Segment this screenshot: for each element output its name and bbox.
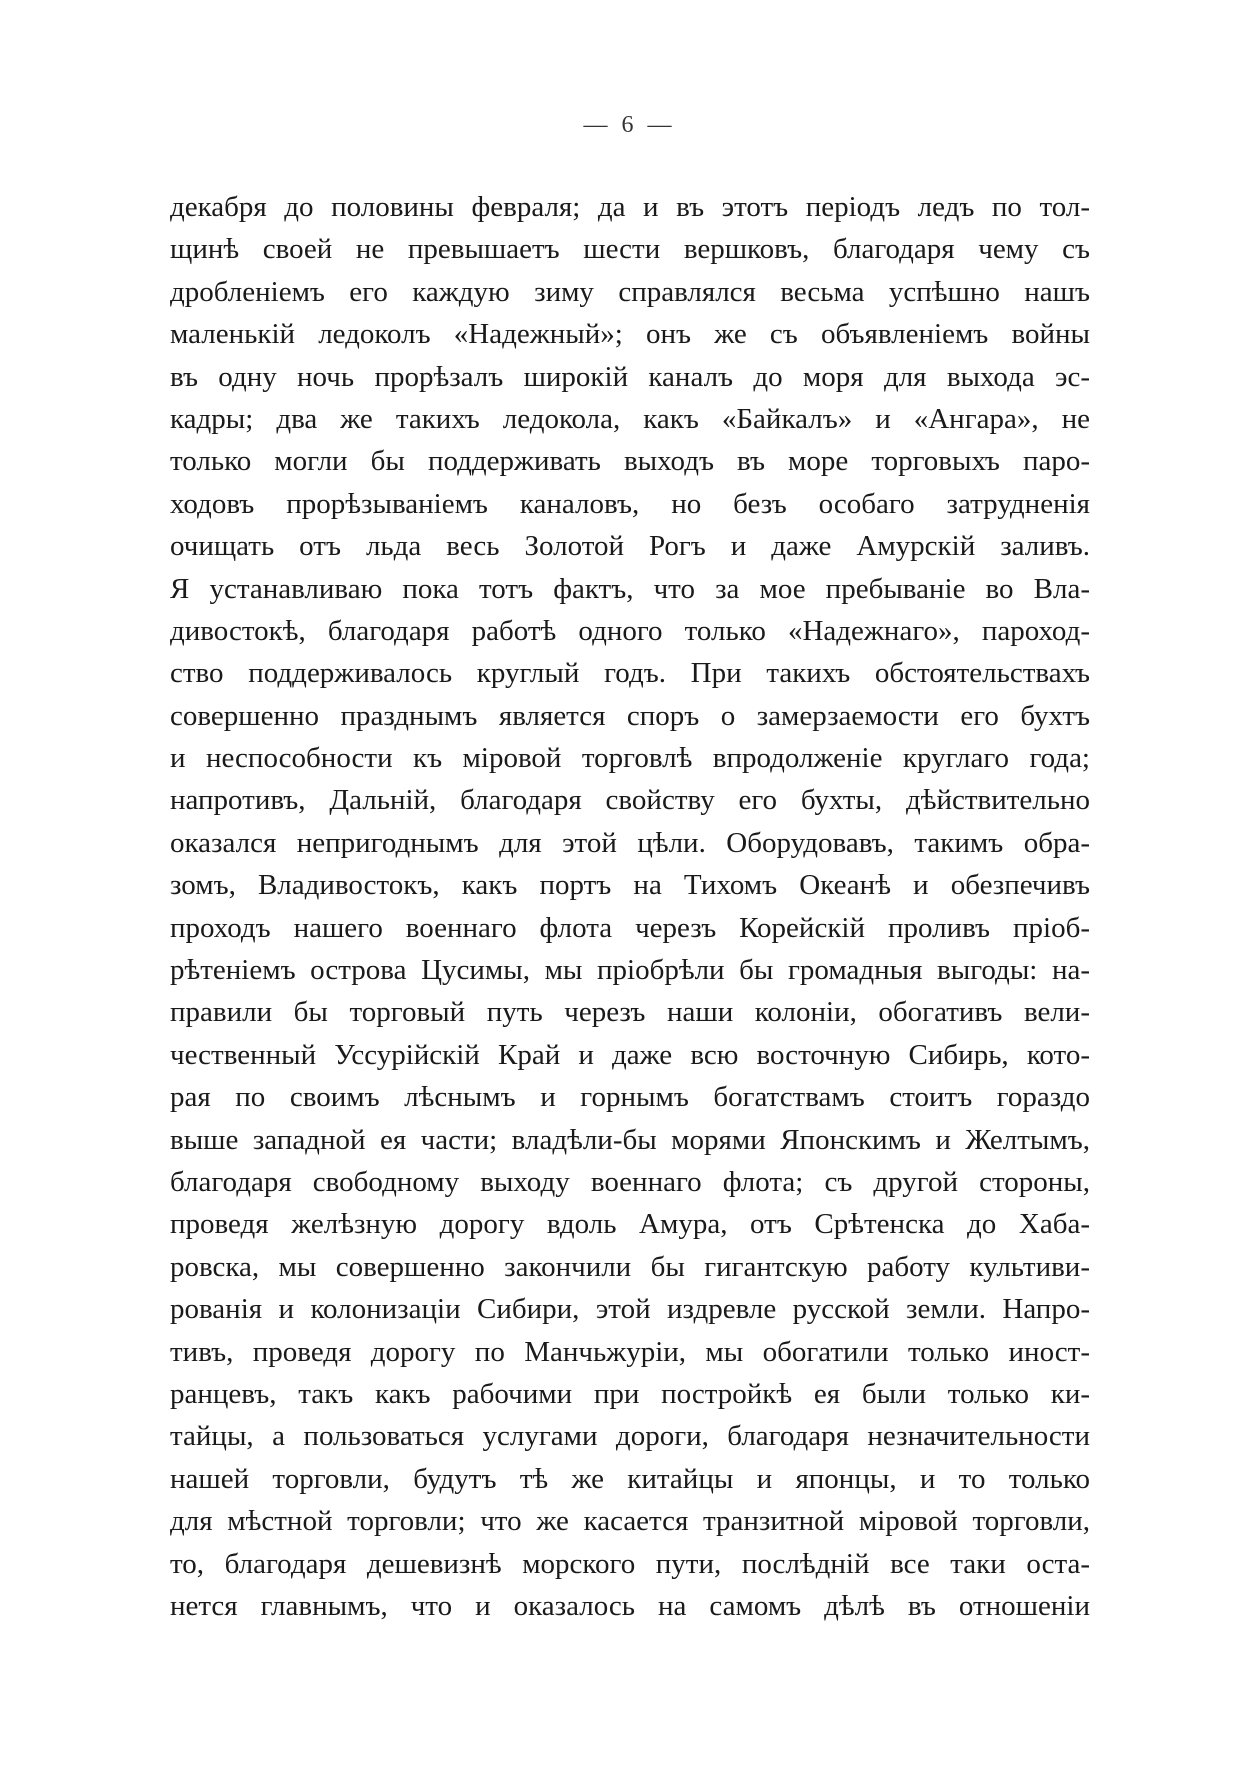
text-line: ство поддерживалось круглый годъ. При такихъ обстоятельствахъ [170,657,1090,690]
text-line: оказался непригоднымъ для этой цѣли. Оборудовавъ, такимъ обра- [170,826,1090,859]
text-line: проходъ нашего военнаго флота черезъ Корейскій проливъ пріоб- [170,911,1090,944]
text-line: благодаря свободному выходу военнаго флота; съ другой стороны, [170,1165,1090,1198]
text-line: очищать отъ льда весь Золотой Рогъ и даже Амурскій заливъ. [170,530,1090,563]
text-line: напротивъ, Дальній, благодаря свойству его бухты, дѣйствительно [170,784,1090,817]
text-line: то, благодаря дешевизнѣ морского пути, послѣдній все таки оста- [170,1547,1090,1580]
text-line: для мѣстной торговли; что же касается транзитной міровой торговли, [170,1505,1090,1538]
text-line: только могли бы поддерживать выходъ въ море торговыхъ паро- [170,445,1090,478]
text-line: и неспособности къ міровой торговлѣ впродолженіе круглаго года; [170,742,1090,775]
text-line: дробленіемъ его каждую зиму справлялся весьма успѣшно нашъ [170,275,1090,308]
text-line: правили бы торговый путь черезъ наши колоніи, обогативъ вели- [170,996,1090,1029]
text-line: ровска, мы совершенно закончили бы гигантскую работу культиви- [170,1250,1090,1283]
text-line: Я устанавливаю пока тотъ фактъ, что за мое пребываніе во Вла- [170,572,1090,605]
text-line: щинѣ своей не превышаетъ шести вершковъ, благодаря чему съ [170,233,1090,266]
text-line: тивъ, проведя дорогу по Манчьжуріи, мы обогатили только иност- [170,1335,1090,1368]
text-line: проведя желѣзную дорогу вдоль Амура, отъ Срѣтенска до Хаба- [170,1208,1090,1241]
text-line: чественный Уссурійскій Край и даже всю восточную Сибирь, кото- [170,1038,1090,1071]
text-line: совершенно празднымъ является споръ о замерзаемости его бухтъ [170,699,1090,732]
text-line: ходовъ прорѣзываніемъ каналовъ, но безъ особаго затрудненія [170,487,1090,520]
text-line: въ одну ночь прорѣзалъ широкій каналъ до моря для выхода эс- [170,360,1090,393]
text-line: ранцевъ, такъ какъ рабочими при постройкѣ ея были только ки- [170,1377,1090,1410]
text-line: выше западной ея части; владѣли-бы морями Японскимъ и Желтымъ, [170,1123,1090,1156]
text-line: рѣтеніемъ острова Цусимы, мы пріобрѣли бы громадныя выгоды: на- [170,954,1090,987]
text-line: тайцы, а пользоваться услугами дороги, благодаря незначительности [170,1420,1090,1453]
text-line: рая по своимъ лѣснымъ и горнымъ богатствамъ стоитъ гораздо [170,1081,1090,1114]
text-line: нется главнымъ, что и оказалось на самомъ дѣлѣ въ отношеніи [170,1589,1090,1622]
text-line: дивостокѣ, благодаря работѣ одного только «Надежнаго», пароход- [170,614,1090,647]
text-line: декабря до половины февраля; да и въ этотъ періодъ ледъ по тол- [170,191,1090,223]
text-line: зомъ, Владивостокъ, какъ портъ на Тихомъ Океанѣ и обезпечивъ [170,869,1090,902]
text-line: нашей торговли, будутъ тѣ же китайцы и японцы, и то только [170,1462,1090,1495]
text-line: рованія и колонизаціи Сибири, этой издревле русской земли. Напро- [170,1293,1090,1326]
page-number: — 6 — [583,112,676,138]
text-line: кадры; два же такихъ ледокола, какъ «Байкалъ» и «Ангара», не [170,402,1090,435]
body-text [170,186,1090,1627]
text-line: маленькій ледоколъ «Надежный»; онъ же съ объявленіемъ войны [170,318,1090,351]
